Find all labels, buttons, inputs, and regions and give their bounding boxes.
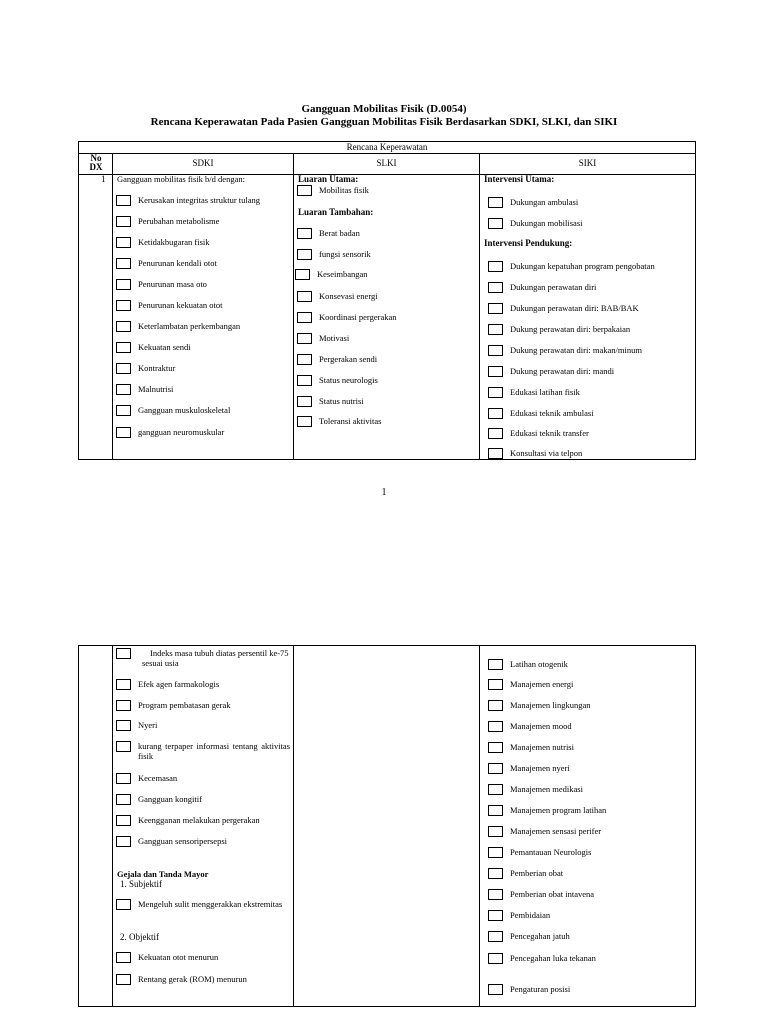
checkbox[interactable] xyxy=(297,354,312,365)
slki-extra-label: Luaran Tambahan: xyxy=(298,207,374,217)
checkbox[interactable] xyxy=(297,185,312,196)
checkbox[interactable] xyxy=(488,303,503,314)
checkbox[interactable] xyxy=(116,342,131,353)
checkbox[interactable] xyxy=(116,216,131,227)
checkbox[interactable] xyxy=(488,408,503,419)
siki-support-label: Intervensi Pendukung: xyxy=(484,238,573,248)
checkbox[interactable] xyxy=(297,333,312,344)
page-number: 1 xyxy=(381,487,387,498)
checkbox[interactable] xyxy=(116,679,131,690)
care-plan-table: Rencana Keperawatan No DX SDKI SLKI SIKI 1 Gangguan mobilitas fisik b/d dengan: Luaran Utama: Luaran Tambahan: Intervensi Utama: Intervensi Pendukung: Kerusakan integritas struktur tulang Perubahan metabolisme Ketidakbugaran fisik Penurunan kendali otot Penurunan masa oto Penurunan kekuatan otot Keterlambatan perkembangan Kekuatan sendi Kontraktur Malnutrisi Gangguan muskuloskeletal gangguan neuromuskular Mobilitas fisik Berat badan fungsi sensorik Keseimbangan Konsevasi energi Koordinasi pergerakan Motivasi Pergerakan sendi Status neurologis Status nutrisi Toleransi aktivitas Dukungan ambulasi Dukungan mobilisasi Dukungan kepatuhan program pengobatan Dukungan perawatan diri Dukungan perawatan diri: BAB/BAK Dukung perawatan diri: berpakaian Dukung perawatan diri: makan/minum Dukung perawatan diri: mandi Edukasi latihan fisik Edukasi teknik ambulasi Edukasi teknik transfer Konsultasi via telpon xyxy=(78,141,696,460)
checkbox[interactable] xyxy=(488,448,503,459)
checkbox[interactable] xyxy=(116,405,131,416)
checkbox[interactable] xyxy=(488,847,503,858)
checkbox[interactable] xyxy=(297,312,312,323)
checkbox[interactable] xyxy=(116,237,131,248)
checkbox[interactable] xyxy=(116,815,131,826)
checkbox[interactable] xyxy=(116,899,131,910)
checkbox[interactable] xyxy=(116,300,131,311)
gejala-heading: Gejala dan Tanda Mayor xyxy=(117,869,209,879)
sdki-intro: Gangguan mobilitas fisik b/d dengan: xyxy=(117,174,245,184)
row-number: 1 xyxy=(101,174,106,184)
checkbox[interactable] xyxy=(488,197,503,208)
siki-main-label: Intervensi Utama: xyxy=(484,174,555,184)
checkbox[interactable] xyxy=(297,416,312,427)
checkbox[interactable] xyxy=(488,218,503,229)
checkbox[interactable] xyxy=(295,269,310,280)
checkbox[interactable] xyxy=(488,805,503,816)
checkbox[interactable] xyxy=(488,324,503,335)
checkbox[interactable] xyxy=(116,836,131,847)
column-header-slki: SLKI xyxy=(376,158,397,168)
checkbox[interactable] xyxy=(116,363,131,374)
checkbox[interactable] xyxy=(116,427,131,438)
checkbox[interactable] xyxy=(488,953,503,964)
checkbox[interactable] xyxy=(116,974,131,985)
checkbox[interactable] xyxy=(488,366,503,377)
checkbox[interactable] xyxy=(297,291,312,302)
checkbox[interactable] xyxy=(116,648,131,659)
column-header-sdki: SDKI xyxy=(192,158,214,168)
checkbox[interactable] xyxy=(488,282,503,293)
checkbox[interactable] xyxy=(488,721,503,732)
column-header-siki: SIKI xyxy=(578,158,597,168)
checkbox[interactable] xyxy=(488,387,503,398)
checkbox[interactable] xyxy=(488,784,503,795)
checkbox[interactable] xyxy=(116,321,131,332)
checkbox[interactable] xyxy=(488,868,503,879)
checkbox[interactable] xyxy=(488,261,503,272)
checkbox[interactable] xyxy=(297,396,312,407)
checkbox[interactable] xyxy=(116,700,131,711)
checkbox[interactable] xyxy=(297,249,312,260)
checkbox[interactable] xyxy=(488,345,503,356)
checkbox[interactable] xyxy=(488,931,503,942)
checkbox[interactable] xyxy=(116,720,131,731)
objektif-heading: 2. Objektif xyxy=(120,932,159,942)
table-caption: Rencana Keperawatan xyxy=(346,142,428,152)
checkbox[interactable] xyxy=(116,741,131,752)
checkbox[interactable] xyxy=(116,952,131,963)
checkbox[interactable] xyxy=(488,659,503,670)
checkbox[interactable] xyxy=(297,228,312,239)
slki-main-label: Luaran Utama: xyxy=(298,174,359,184)
checkbox[interactable] xyxy=(116,384,131,395)
column-header-no: No DX xyxy=(89,153,103,172)
checkbox[interactable] xyxy=(297,375,312,386)
checkbox[interactable] xyxy=(488,763,503,774)
checkbox[interactable] xyxy=(116,195,131,206)
checkbox[interactable] xyxy=(488,428,503,439)
care-plan-table-continued: Indeks masa tubuh diatas persentil ke-75 sesuai usia Efek agen farmakologis Program pembatasan gerak Nyeri kurang terpaper informasi tentang aktivitas fisik Kecemasan Gangguan kongitif Keengganan melakukan pergerakan Gangguan sensoripersepsi Gejala dan Tanda Mayor 1. Subjektif Mengeluh sulit menggerakkan ekstremitas 2. Objektif Kekuatan otot menurun Rentang gerak (ROM) menurun Latihan otogenik Manajemen energi Manajemen lingkungan Manajemen mood Manajemen nutrisi Manajemen nyeri Manajemen medikasi Manajemen program latihan Manajemen sensasi perifer Pemantauan Neurologis Pemberian obat Pemberian obat intavena Pembidaian Pencegahan jatuh Pencegahan luka tekanan Pengaturan posisi xyxy=(78,645,696,1007)
checkbox[interactable] xyxy=(116,279,131,290)
checkbox[interactable] xyxy=(488,984,503,995)
page-title: Gangguan Mobilitas Fisik (D.0054) xyxy=(301,103,467,115)
checkbox[interactable] xyxy=(488,679,503,690)
page-subtitle: Rencana Keperawatan Pada Pasien Gangguan Mobilitas Fisik Berdasarkan SDKI, SLKI, dan SIKI xyxy=(150,116,618,128)
checkbox[interactable] xyxy=(488,742,503,753)
checkbox[interactable] xyxy=(488,700,503,711)
checkbox[interactable] xyxy=(488,826,503,837)
checkbox[interactable] xyxy=(488,910,503,921)
subjektif-heading: 1. Subjektif xyxy=(120,879,162,889)
checkbox[interactable] xyxy=(116,794,131,805)
checkbox[interactable] xyxy=(488,889,503,900)
checkbox[interactable] xyxy=(116,258,131,269)
checkbox[interactable] xyxy=(116,773,131,784)
